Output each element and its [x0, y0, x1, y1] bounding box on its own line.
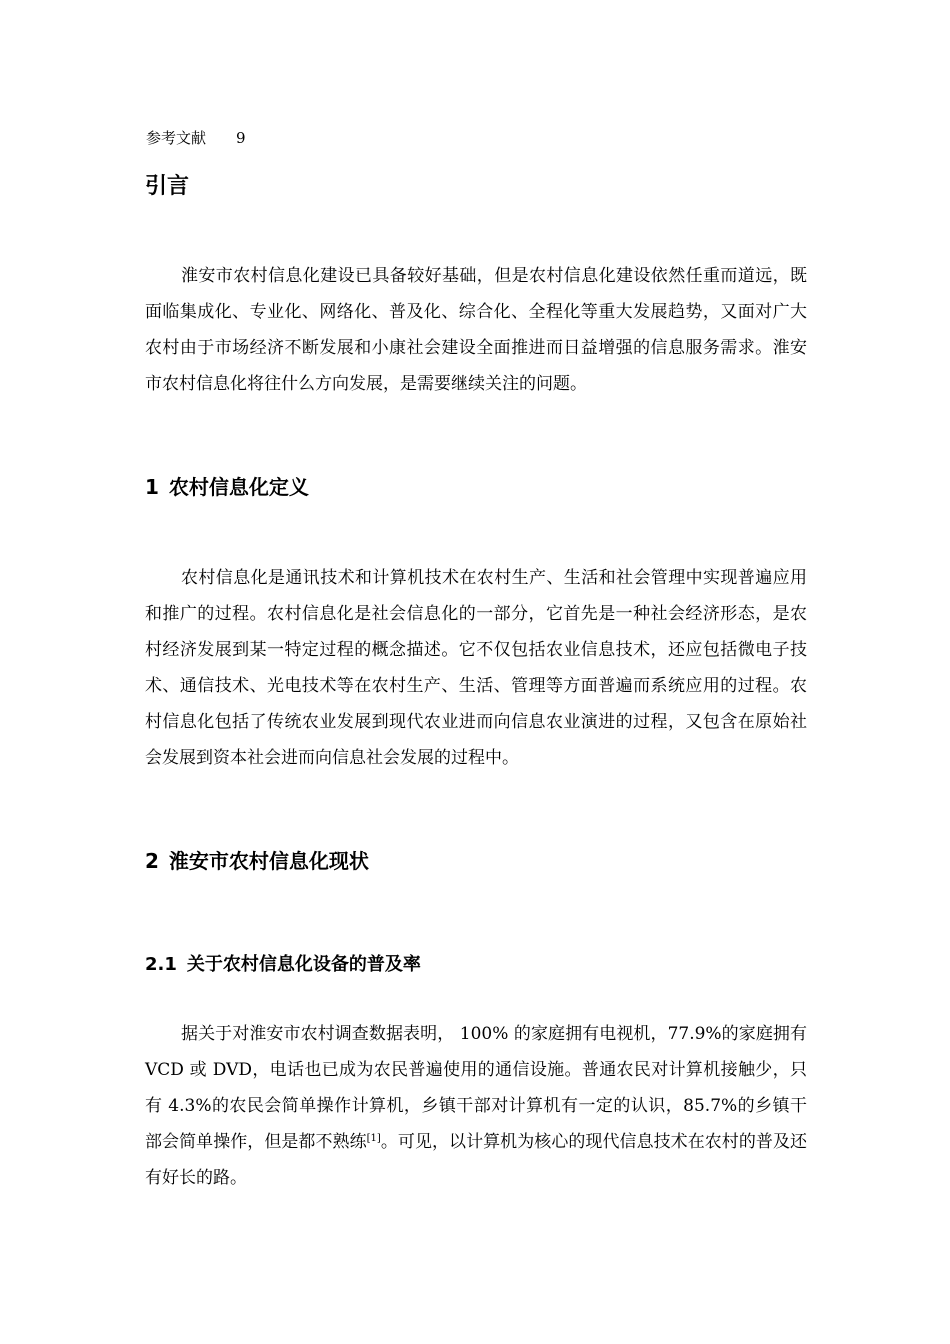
section-2-heading	[145, 847, 369, 875]
citation-ref-1[interactable]: [1]	[366, 1133, 381, 1144]
section-1-heading	[145, 473, 309, 501]
intro-paragraph: 淮安市农村信息化建设已具备较好基础，但是农村信息化建设依然任重而道远，既面临集成化、专业化、网络化、普及化、综合化、全程化等重大发展趋势，又面对广大农村由于市场经济不断发展和小康社会建设全面推进而日益增强的信息服务需求。淮安市农村信息化将往什么方向发展，是需要继续关注的问题。	[145, 266, 807, 394]
section-1-title: 农村信息化定义	[168, 475, 309, 499]
section-2-1-text-after-citation: 。可见，以计算机为核心的现代信息技术在农村的普及还有好长的路。	[145, 1132, 807, 1188]
section-2-1-number: 2.1	[145, 954, 177, 975]
section-1-number: 1	[145, 475, 159, 499]
section-2-1-title: 关于农村信息化设备的普及率	[186, 954, 421, 975]
section-2-number: 2	[145, 849, 159, 873]
section-2-1-heading	[145, 952, 421, 978]
toc-entry-label: 参考文献	[146, 129, 207, 147]
section-1-paragraph: 农村信息化是通讯技术和计算机技术在农村生产、生活和社会管理中实现普遍应用和推广的过程。农村信息化是社会信息化的一部分，它首先是一种社会经济形态，是农村经济发展到某一特定过程的概念描述。它不仅包括农业信息技术，还应包括微电子技术、通信技术、光电技术等在农村生产、生活、管理等方面普遍而系统应用的过程。农村信息化包括了传统农业发展到现代农业进而向信息农业演进的过程，又包含在原始社会发展到资本社会进而向信息社会发展的过程中。	[145, 568, 807, 768]
intro-heading: 引言	[145, 174, 190, 199]
section-2-title: 淮安市农村信息化现状	[168, 849, 369, 873]
section-2-1-text-before-citation: 据关于对淮安市农村调查数据表明， 100% 的家庭拥有电视机，77.9%的家庭拥有 VCD 或 DVD，电话也已成为农民普遍使用的通信设施。普通农民对计算机接触少，只有 4.3%的农民会简单操作计算机，乡镇干部对计算机有一定的认识，85.7%的乡镇干部会简单操作，但是都不熟练	[145, 1024, 807, 1152]
section-2-1-paragraph	[145, 1016, 807, 1196]
toc-entry-page-number: 9	[236, 129, 246, 147]
toc-entry-references[interactable]	[146, 128, 246, 148]
